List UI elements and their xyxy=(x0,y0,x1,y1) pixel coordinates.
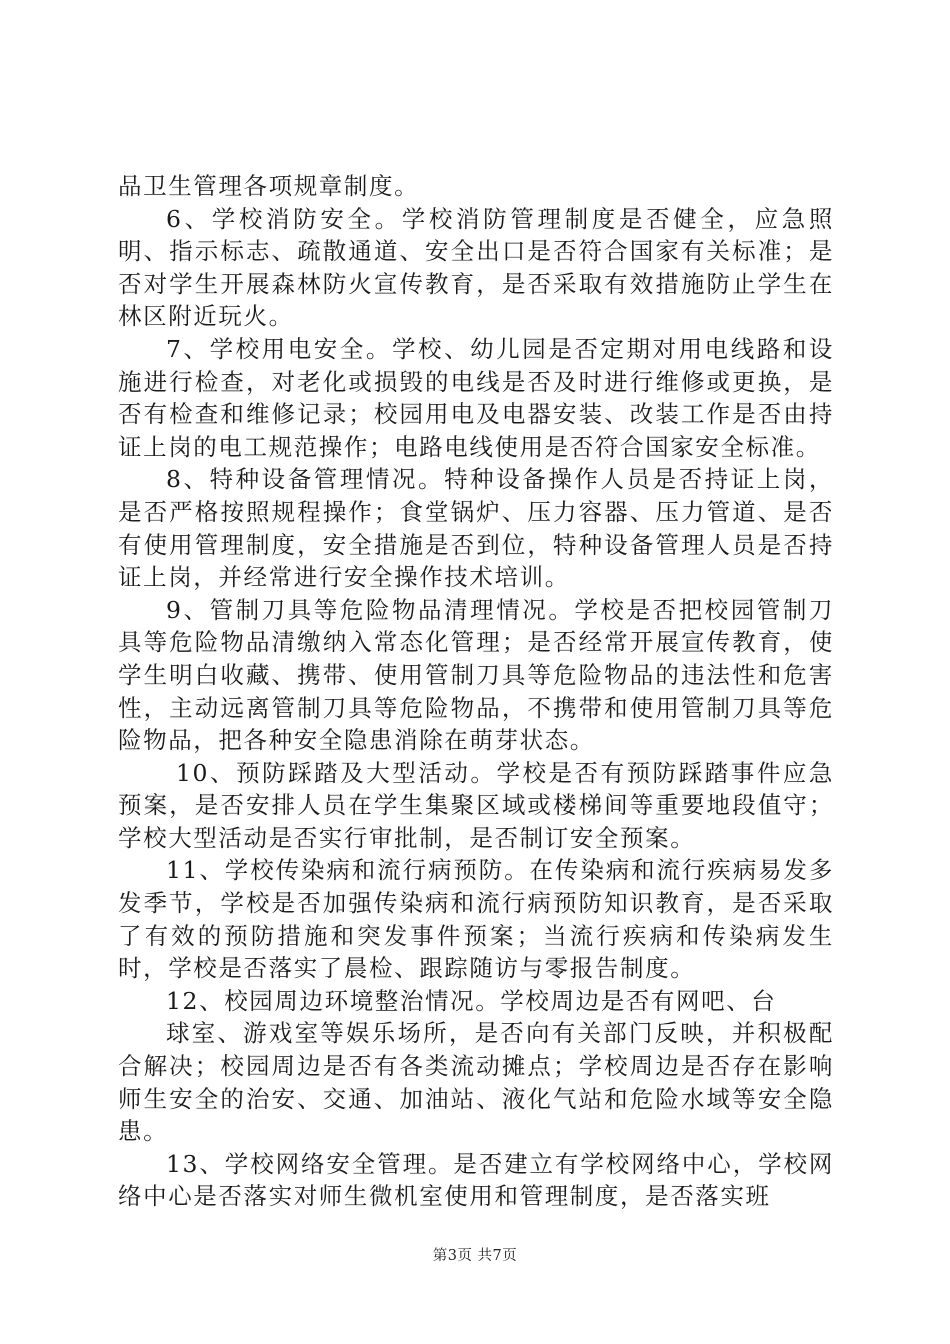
paragraph-disease-prevention: 11、学校传染病和流行病预防。在传染病和流行疾病易发多发季节，学校是否加强传染病和流行病预防知识教育，是否采取了有效的预防措施和突发事件预案；当流行疾病和传染病发生时，学校是否落实了晨检、跟踪随访与零报告制度。 xyxy=(118,856,834,983)
paragraph-stampede-prevention: 10、预防踩踏及大型活动。学校是否有预防踩踏事件应急预案，是否安排人员在学生集聚区域或楼梯间等重要地段值守；学校大型活动是否实行审批制，是否制订安全预案。 xyxy=(118,758,834,852)
paragraph-special-equipment: 8、特种设备管理情况。特种设备操作人员是否持证上岗，是否严格按照规程操作；食堂锅炉、压力容器、压力管道、是否有使用管理制度，安全措施是否到位，特种设备管理人员是否持证上岗，并经常进行安全操作技术培训。 xyxy=(118,465,834,592)
document-body xyxy=(118,170,834,1213)
paragraph-electrical-safety: 7、学校用电安全。学校、幼儿园是否定期对用电线路和设施进行检查，对老化或损毁的电线是否及时进行维修或更换，是否有检查和维修记录；校园用电及电器安装、改装工作是否由持证上岗的电工规范操作；电路电线使用是否符合国家安全标准。 xyxy=(118,334,834,461)
paragraph-fire-safety: 6、学校消防安全。学校消防管理制度是否健全，应急照明、指示标志、疏散通道、安全出口是否符合国家有关标准；是否对学生开展森林防火宣传教育，是否采取有效措施防止学生在林区附近玩火。 xyxy=(118,204,834,331)
paragraph-campus-surroundings: 12、校园周边环境整治情况。学校周边是否有网吧、台 xyxy=(166,986,777,1015)
paragraph-campus-surroundings-cont: 球室、游戏室等娱乐场所，是否向有关部门反映，并积极配合解决；校园周边是否有各类流动摊点；学校周边是否存在影响师生安全的治安、交通、加油站、液化气站和危险水域等安全隐患。 xyxy=(118,1019,834,1146)
paragraph-dangerous-items: 9、管制刀具等危险物品清理情况。学校是否把校园管制刀具等危险物品清缴纳入常态化管理；是否经常开展宣传教育，使学生明白收藏、携带、使用管制刀具等危险物品的违法性和危害性，主动远离管制刀具等危险物品，不携带和使用管制刀具等危险物品，把各种安全隐患消除在萌芽状态。 xyxy=(118,595,834,755)
paragraph-continuation: 品卫生管理各项规章制度。 xyxy=(118,172,420,200)
page-number-footer: 第3页 共7页 xyxy=(432,1248,518,1264)
paragraph-network-safety: 13、学校网络安全管理。是否建立有学校网络中心，学校网络中心是否落实对师生微机室使用和管理制度，是否落实班 xyxy=(118,1149,834,1211)
